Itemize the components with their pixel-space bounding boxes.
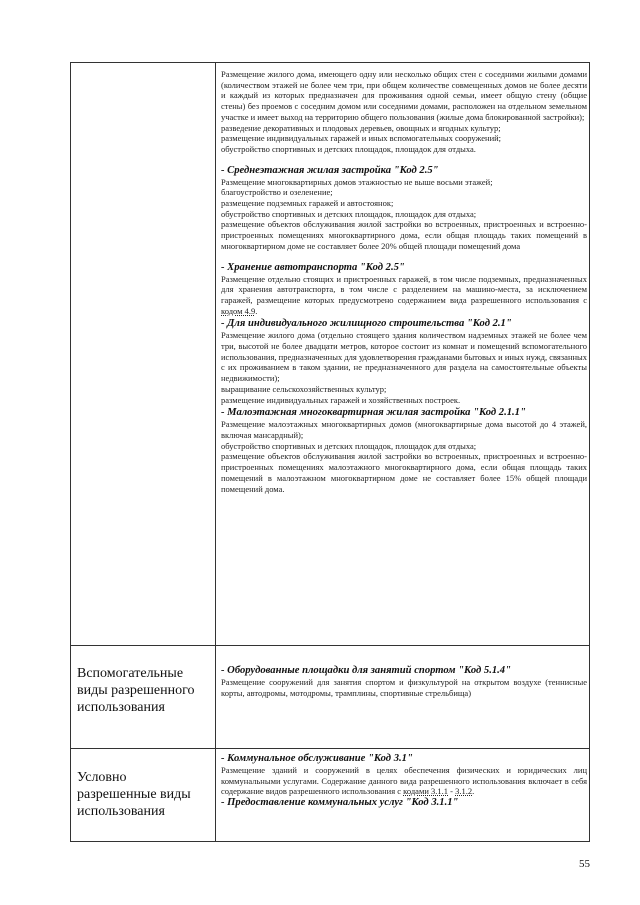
section-line: обустройство спортивных и детских площадок, площадок для отдыха; [221,208,477,219]
section-text-tail: . [255,305,258,316]
section-text [221,274,587,317]
aux-uses-label: Вспомогательные виды разрешенного использования [77,666,195,715]
section-line: Размещение малоэтажных многоквартирных домов (многоквартирные дома высотой до 4 этажей, включая мансардный); [221,419,587,440]
section-title-3-1: - Коммунальное обслуживание "Код 3.1" [221,753,413,764]
intro-line: разведение декоративных и плодовых деревьев, овощных и ягодных культур; [221,122,501,133]
page-number: 55 [579,858,590,870]
code-range-dash: - [448,786,456,797]
cond-uses-label: Условно разрешенные виды использования [77,770,191,819]
section-text-body: Размещение зданий и сооружений в целях обеспечения физических и юридических лиц коммунальными услугами. Содержание данного вида разрешенного использования включает в себя содержание видов разрешенного использования с [221,765,587,797]
intro-line: Размещение жилого дома, имеющего одну или несколько общих стен с соседними жилыми домами (количеством этажей не более чем три, при общем количестве совмещенных домов не более десяти и каждый из которых предназначен для проживания одной семьи, имеет общую стену (общие стены) без проемов с соседним домом или соседними домами, расположен на отдельном земельном участке и имеет выход на территорию общего пользования (жилые дома блокированной застройки); [221,69,587,122]
section-line: благоустройство и озеленение; [221,187,333,198]
section-text [221,765,587,797]
section-line: выращивание сельскохозяйственных культур; [221,383,387,394]
code-link-3-1-1[interactable]: кодами 3.1.1 [403,786,449,797]
section-line: размещение индивидуальных гаражей и хозяйственных построек. [221,394,461,405]
cond-uses-cell [221,753,587,809]
section-text-body: Размещение отдельно стоящих и пристроенных гаражей, в том числе подземных, предназначенных для хранения автотранспорта, в том числе с разделением на машино-места, за исключением гаражей, размещение которых предусмотрено содержанием вида разрешенного использования с [221,273,587,305]
column-divider [215,63,216,841]
section-line: Размещение многоквартирных домов этажностью не выше восьми этажей; [221,176,493,187]
zoning-table [70,62,590,842]
code-link-4-9[interactable]: кодом 4.9 [221,305,256,316]
section-line: обустройство спортивных и детских площадок, площадок для отдыха; [221,440,477,451]
main-uses-cell [221,69,587,494]
section-line: размещение объектов обслуживания жилой застройки во встроенных, пристроенных и встроенно-пристроенных помещениях малоэтажного многоквартирного дома, если общая площадь таких помещений в малоэтажном многоквартирном доме не составляет более 15% общей площади помещений дома. [221,451,587,494]
intro-line: размещение индивидуальных гаражей и иных вспомогательных сооружений; [221,133,502,144]
section-text: Размещение сооружений для занятия спортом и физкультурой на открытом воздухе (теннисные корты, автодромы, мотодромы, трамплины, спортивные стрельбища) [221,677,587,698]
section-line: размещение подземных гаражей и автостоянок; [221,198,394,209]
section-title-2-1: - Для индивидуального жилищного строительства "Код 2.1" [221,318,512,330]
section-title-2-1-1: - Малоэтажная многоквартирная жилая застройка "Код 2.1.1" [221,407,526,419]
section-title-parking: - Хранение автотранспорта "Код 2.5" [221,261,405,273]
section-title-3-1-1: - Предоставление коммунальных услуг "Код 3.1.1" [221,797,459,809]
section-text-tail: . [472,786,475,797]
intro-line: обустройство спортивных и детских площадок, площадок для отдыха. [221,143,476,154]
row-divider [71,748,589,749]
row-divider [71,645,589,646]
section-title-5-1-4: - Оборудованные площадки для занятий спортом "Код 5.1.4" [221,665,511,676]
aux-uses-cell [221,655,587,698]
code-link-3-1-2[interactable]: 3.1.2 [455,786,473,797]
section-line: Размещение жилого дома (отдельно стоящего здания количеством надземных этажей не более чем три, высотой не более двадцати метров, которое состоит из комнат и помещений вспомогательного использования, предназначенных для удовлетворения гражданами бытовых и иных нужд, связанных с их проживанием в таком здании, не предназначенного для раздела на самостоятельные объекты недвижимости); [221,330,587,384]
section-title-2-5: - Среднеэтажная жилая застройка "Код 2.5" [221,164,439,176]
section-line: размещение объектов обслуживания жилой застройки во встроенных, пристроенных и встроенно-пристроенных помещениях многоквартирного дома, если общая площадь таких помещений в многоквартирном доме не составляет более 20% общей площади помещений дома [221,219,587,251]
